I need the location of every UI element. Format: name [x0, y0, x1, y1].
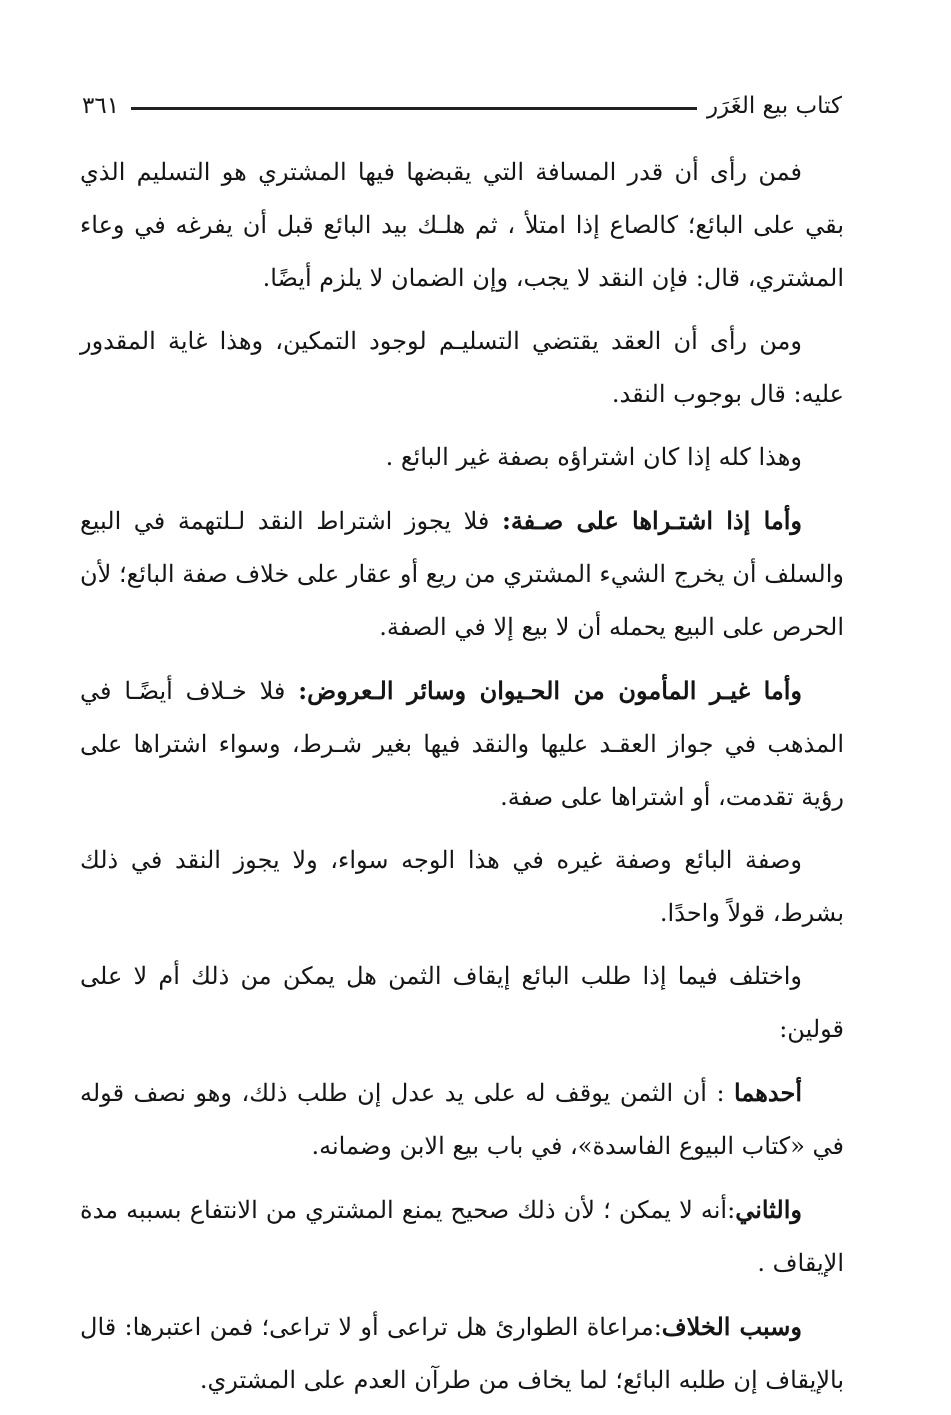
- paragraph-lead: وأما إذا اشتـراها على صـفة:: [501, 506, 802, 535]
- page-body: [80, 146, 844, 1415]
- paragraph: [80, 494, 844, 654]
- paragraph: [80, 431, 844, 484]
- paragraph-text: :مراعاة الطوارئ هل تراعى أو لا تراعى؛ فمن اعتبرها: قال بالإيقاف إن طلبه البائع؛ لما يخاف من طرآن العدم على المشتري.: [80, 1313, 844, 1394]
- paragraph: [80, 1066, 844, 1173]
- paragraph-lead: أحدهما: [734, 1078, 802, 1107]
- paragraph-text: : أن الثمن يوقف له على يد عدل إن طلب ذلك، وهو نصف قوله في «كتاب البيوع الفاسدة»، في باب بيع الابن وضمانه.: [80, 1079, 844, 1160]
- paragraph: [80, 664, 844, 824]
- paragraph-text: فمن رأى أن قدر المسافة التي يقبضها فيها المشتري هو التسليم الذي بقي على البائع؛ كالصاع إذا امتلأ ، ثم هلـك بيد البائع قبل أن يفرغه في وعاء المشتري، قال: فإن النقد لا يجب، وإن الضمان لا يلزم أيضًا.: [80, 158, 844, 292]
- paragraph: [80, 146, 844, 305]
- paragraph: [80, 1300, 844, 1407]
- paragraph: [80, 834, 844, 940]
- paragraph-lead: والثاني: [735, 1195, 802, 1224]
- paragraph-text: فلا خـلاف أيضًـا في المذهب في جواز العقـد عليها والنقد فيها بغير شـرط، وسواء اشتراها على رؤية تقدمت، أو اشتراها على صفة.: [80, 677, 844, 811]
- paragraph-text: ومن رأى أن العقد يقتضي التسليـم لوجود التمكين، وهذا غاية المقدور عليه: قال بوجوب النقد.: [80, 327, 844, 408]
- running-header: [82, 84, 842, 128]
- paragraph-text: واختلف فيما إذا طلب البائع إيقاف الثمن هل يمكن من ذلك أم لا على قولين:: [80, 962, 844, 1043]
- paragraph-text: فلا يجوز اشتراط النقد لـلتهمة في البيع والسلف أن يخرج الشيء المشتري من ريع أو عقار على خلاف صفة البائع؛ لأن الحرص على البيع يحمله أن لا بيع إلا في الصفة.: [80, 507, 844, 641]
- paragraph: [80, 1183, 844, 1290]
- paragraph-text: :أنه لا يمكن ؛ لأن ذلك صحيح يمنع المشتري من الانتفاع بسببه مدة الإيقاف .: [80, 1196, 844, 1277]
- paragraph: [80, 950, 844, 1056]
- paragraph-lead: وأما غيـر المأمون من الحـيوان وسائر الـعروض:: [298, 676, 803, 705]
- paragraph-text: وهذا كله إذا كان اشتراؤه بصفة غير البائع .: [385, 443, 802, 471]
- paragraph-lead: وسبب الخلاف: [661, 1312, 802, 1341]
- header-rule: [131, 107, 697, 110]
- paragraph-text: وصفة البائع وصفة غيره في هذا الوجه سواء، ولا يجوز النقد في ذلك بشرط، قولاً واحدًا.: [80, 846, 844, 927]
- running-title: كتاب بيع الغَرَر: [706, 93, 842, 119]
- paragraph: [80, 315, 844, 421]
- page-number: ٣٦١: [82, 93, 120, 119]
